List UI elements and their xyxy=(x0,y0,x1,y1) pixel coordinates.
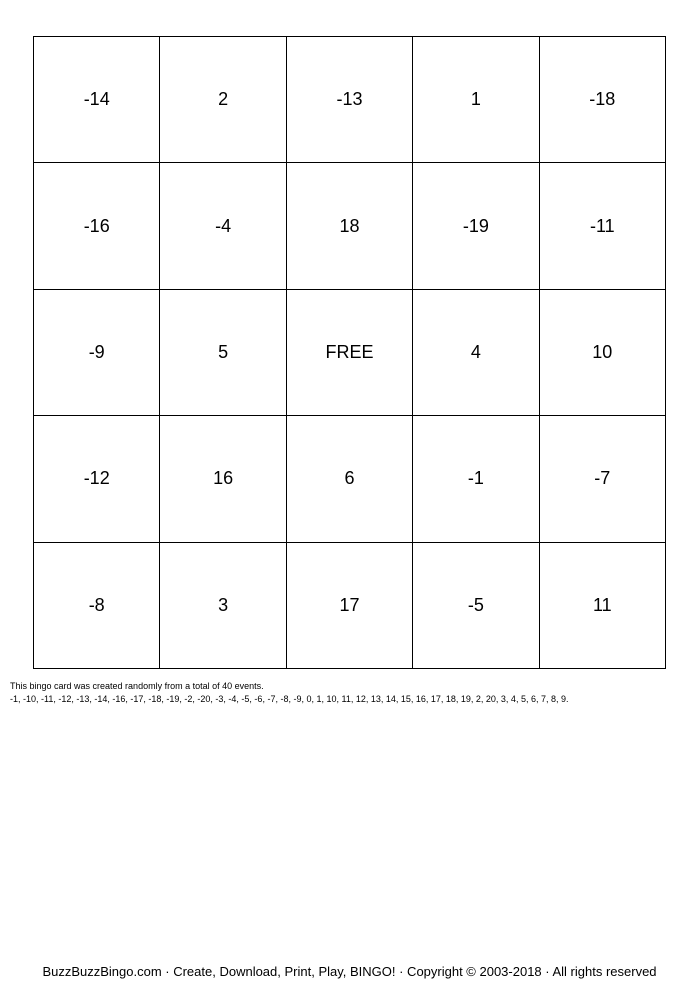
creation-note: This bingo card was created randomly from a total of 40 events. xyxy=(10,681,264,691)
bingo-free-cell: FREE xyxy=(287,290,413,416)
bingo-cell: 4 xyxy=(413,290,539,416)
bingo-cell: 3 xyxy=(160,543,286,669)
footer-copyright: BuzzBuzzBingo.com · Create, Download, Print, Play, BINGO! · Copyright © 2003-2018 · All rights reserved xyxy=(42,964,657,979)
bingo-cell: -16 xyxy=(34,163,160,289)
bingo-cell: -4 xyxy=(160,163,286,289)
bingo-cell: -19 xyxy=(413,163,539,289)
bingo-cell: -11 xyxy=(540,163,666,289)
bingo-cell: 17 xyxy=(287,543,413,669)
bingo-cell: 18 xyxy=(287,163,413,289)
bingo-cell: 6 xyxy=(287,416,413,542)
bingo-cell: 5 xyxy=(160,290,286,416)
bingo-cell: -13 xyxy=(287,37,413,163)
bingo-cell: 10 xyxy=(540,290,666,416)
bingo-cell: 11 xyxy=(540,543,666,669)
bingo-cell: -12 xyxy=(34,416,160,542)
bingo-cell: 2 xyxy=(160,37,286,163)
bingo-cell: -5 xyxy=(413,543,539,669)
bingo-cell: -14 xyxy=(34,37,160,163)
bingo-cell: -8 xyxy=(34,543,160,669)
bingo-cell: -9 xyxy=(34,290,160,416)
bingo-card xyxy=(33,36,666,669)
events-list: -1, -10, -11, -12, -13, -14, -16, -17, -18, -19, -2, -20, -3, -4, -5, -6, -7, -8, -9, 0, 1, 10, 11, 12, 13, 14, 15, 16, 17, 18, 19, 2, 20, 3, 4, 5, 6, 7, 8, 9. xyxy=(10,694,569,704)
bingo-cell: -7 xyxy=(540,416,666,542)
bingo-cell: -18 xyxy=(540,37,666,163)
bingo-cell: -1 xyxy=(413,416,539,542)
bingo-cell: 1 xyxy=(413,37,539,163)
bingo-cell: 16 xyxy=(160,416,286,542)
